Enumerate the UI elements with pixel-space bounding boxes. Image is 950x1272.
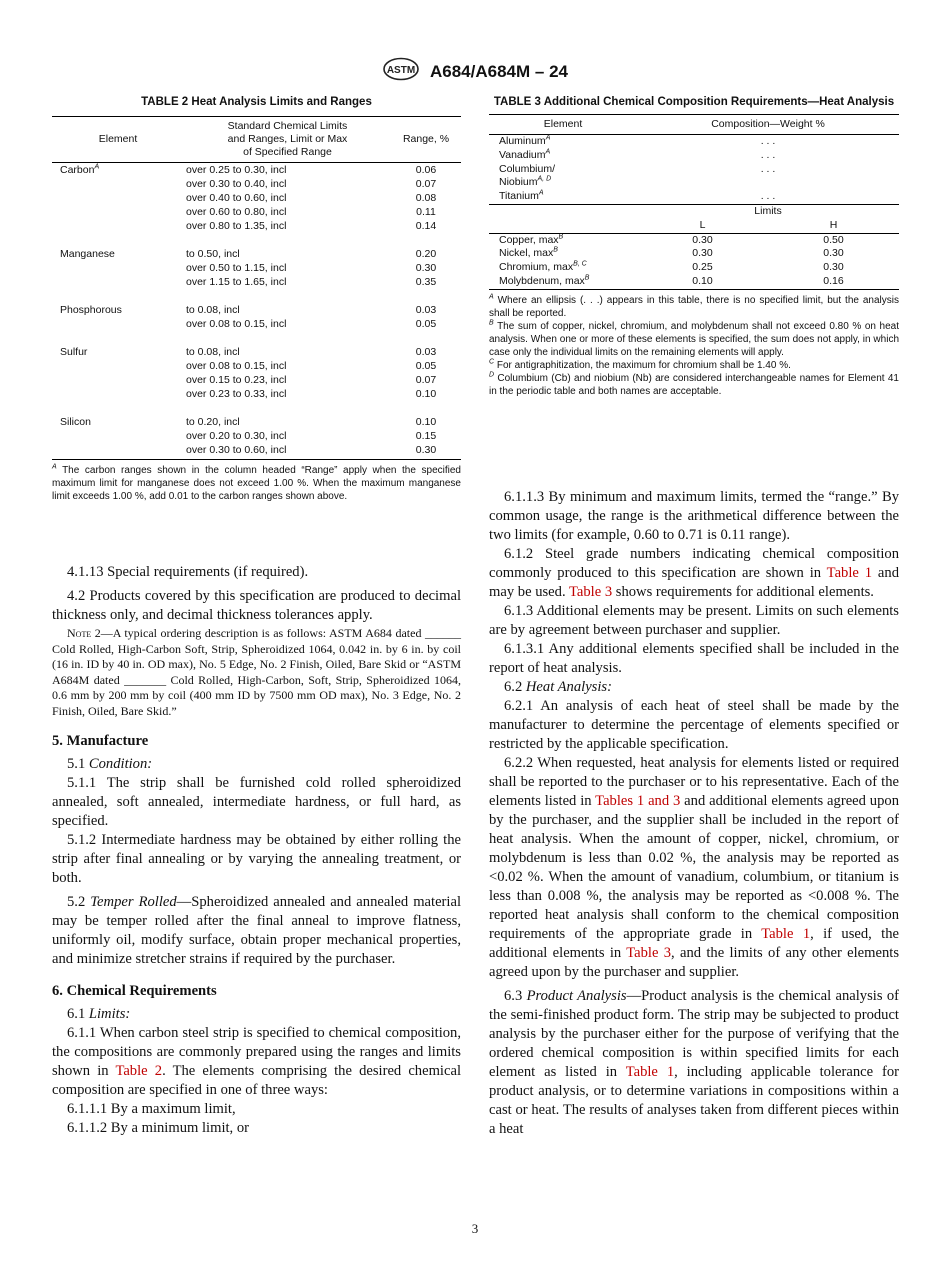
t3-value-cell: . . . [760, 162, 776, 175]
t2-range-cell: 0.07 [415, 178, 437, 190]
t3-value-cell [637, 176, 899, 190]
t3-element-cell: Aluminum$^A$ [499, 134, 551, 147]
t3-element-cell: Copper, $\max^B$ [499, 233, 564, 246]
link-table-1[interactable]: Table 1 [625, 1064, 675, 1080]
para-6-3: 6.3 Product Analysis—Product analysis is the chemical analysis of the semi-finished product form. The strip may be subjected to product analysis by the purchaser either for the purpose of verifying that the ordered chemical composition is within specified limits for each element as listed in Table 1, including applicable tolerance for product analysis, or to determine variations in compositions within a cast or heat. The results of analyses taken from different pieces within a heat [489, 988, 899, 1137]
table-row [52, 205, 461, 219]
table-row [52, 373, 461, 387]
t2-limit-cell: to 0.20, incl [186, 416, 240, 428]
table-3-footnote: $^C$ For antigraphitization, the maximum for chromium shall be 1.40 %. [489, 358, 791, 371]
table-3-footnotes [489, 294, 899, 398]
t3-l-cell: 0.25 [692, 261, 713, 274]
table-2-caption: TABLE 2 Heat Analysis Limits and Ranges [141, 96, 372, 108]
para-5-1-1: 5.1.1 The strip shall be furnished cold rolled spheroidized annealed, soft annealed, intermediate hardness, or full hard, as specified. [52, 775, 461, 829]
t2-limit-cell: over 0.15 to 0.23, incl [186, 374, 287, 386]
left-column-text [52, 563, 461, 1138]
t3-element-cell: Molybdenum, $\max^B$ [489, 275, 637, 289]
link-table-3[interactable]: Table 3 [626, 945, 672, 961]
t2-range-cell: 0.14 [415, 220, 437, 232]
t2-group-gap [52, 233, 461, 247]
t2-range-cell: 0.30 [391, 443, 461, 460]
page-number: 3 [471, 1221, 479, 1236]
t3-element-cell: Titanium$^A$ [499, 189, 544, 203]
t2-element-cell: Sulfur [60, 346, 88, 358]
t2-group-gap [52, 401, 461, 415]
t3-l-cell: 0.30 [692, 247, 713, 260]
t2-group-gap [52, 289, 461, 303]
t2-element-cell: Phosphorous [60, 304, 122, 316]
t3-limits-label: Limits [637, 204, 899, 218]
table-row [52, 177, 461, 191]
para-6-1: 6.1 Limits: [67, 1006, 131, 1022]
t2-group-gap [52, 331, 461, 345]
t2-col-limits: Standard Chemical Limits and Ranges, Limit or Max of Specified Range [184, 117, 391, 163]
t3-value-cell: . . . [760, 148, 776, 161]
table-2-body [52, 163, 461, 460]
t2-limit-cell: over 0.40 to 0.60, incl [186, 192, 287, 204]
t2-limit-cell: to 0.50, incl [186, 248, 240, 260]
t2-limit-cell: over 0.60 to 0.80, incl [186, 206, 287, 218]
table-row [489, 261, 899, 275]
t2-element-cell: Carbon$^A$ [60, 163, 100, 176]
table-row [489, 247, 899, 261]
t3-l-cell: 0.10 [637, 275, 768, 289]
t2-element-cell [52, 317, 184, 331]
t3-element-cell: Chromium, $\max^{B, C}$ [499, 260, 587, 274]
table-3-body-ellipsis [489, 135, 899, 205]
para-6-1-1-3: 6.1.1.3 By minimum and maximum limits, termed the “range.” By common usage, the range is the arithmetical difference between the two limits (for example, 0.60 to 0.71 is 0.11 range). [489, 489, 899, 543]
t2-col-range: Range, % [391, 117, 461, 163]
t3-value-cell: . . . [760, 135, 776, 147]
astm-logo-icon [382, 57, 420, 86]
table-3 [489, 95, 899, 398]
section-6-heading: 6. Chemical Requirements [52, 983, 217, 999]
t3-element-cell: Columbium/ [499, 162, 556, 175]
t2-range-cell: 0.05 [415, 318, 437, 330]
para-6-2-1: 6.2.1 An analysis of each heat of steel shall be made by the manufacturer to determine the percentage of elements specified or restricted by the applicable specification. [489, 698, 899, 752]
t2-limit-cell: over 0.30 to 0.40, incl [186, 178, 287, 190]
link-table-1[interactable]: Table 1 [826, 565, 873, 581]
table-row [52, 429, 461, 443]
section-5-heading: 5. Manufacture [52, 733, 149, 749]
link-tables-1-and-3[interactable]: Tables 1 and 3 [595, 793, 681, 809]
table-3-grid [489, 114, 899, 290]
note-2: Note 2—A typical ordering description is as follows: ASTM A684 dated ______ Cold Rolled, High-Carbon Soft, Strip, Spheroidized 1064, 0.042 in. by 6 in. by coil (16 in. ID by 40 in. OD max), No. 5 Edge, No. 2 Finish, Oiled, Bare Skid or “ASTM A684M dated _______ Cold Rolled, High-Carbon, Soft, Strip, Spheroidized 1064, 0.6 mm by 200 mm by coil (400 mm ID by 7500 mm OD max), No. 3 Edge, No. 2 Finish, Oiled, Bare Skid.” [52, 626, 461, 718]
t2-range-cell: 0.03 [415, 346, 437, 358]
table-3-caption: TABLE 3 Additional Chemical Composition Requirements—Heat Analysis [493, 96, 895, 108]
table-row [52, 443, 461, 460]
table-row [52, 247, 461, 261]
t2-element-cell [52, 429, 184, 443]
t2-element-cell [52, 443, 184, 460]
t3-element-cell: Vanadium$^A$ [499, 148, 551, 161]
t2-range-cell: 0.06 [415, 164, 437, 176]
t2-element-cell [52, 359, 184, 373]
table-row [52, 261, 461, 275]
para-4-2: 4.2 Products covered by this specification are produced to decimal thickness only, and decimal thickness tolerances apply. [52, 588, 461, 623]
t2-range-cell: 0.07 [415, 374, 437, 386]
para-5-2: 5.2 Temper Rolled—Spheroidized annealed and annealed material may be temper rolled after the final anneal to improve flatness, uniformly oil, modify surface, obtain proper mechanical properties, and minimize stretcher strains if required by the purchaser. [52, 894, 462, 967]
table-row [489, 275, 899, 289]
t3-h-cell: 0.30 [823, 261, 844, 274]
table-row [52, 163, 461, 178]
t3-col-h: H [768, 219, 899, 233]
t2-limit-cell: over 0.08 to 0.15, incl [186, 360, 287, 372]
para-5-1-2: 5.1.2 Intermediate hardness may be obtained by either rolling the strip after final annealing or by varying the annealing treatment, or both. [52, 832, 461, 886]
t2-limit-cell: over 0.08 to 0.15, incl [186, 318, 287, 330]
t2-element-cell: Manganese [60, 248, 115, 260]
table-row [489, 163, 899, 177]
table-row [52, 359, 461, 373]
svg-text:ASTM: ASTM [386, 65, 416, 76]
table-3-footnote: $^B$ The sum of copper, nickel, chromium, and molybdenum shall not exceed 0.80 % on heat analysis. When one or more of these elements is specified, the sum does not apply, in which case only the individual limits on the remaining elements will apply. [489, 319, 899, 358]
t3-col-composition: Composition—Weight % [637, 115, 899, 135]
table-row [489, 176, 899, 190]
para-6-1-3: 6.1.3 Additional elements may be present. Limits on such elements are by agreement between purchaser and supplier. [489, 603, 899, 638]
t2-element-cell [52, 205, 184, 219]
link-table-2[interactable]: Table 2 [115, 1063, 163, 1079]
table-2 [52, 95, 461, 503]
t2-element-cell [52, 275, 184, 289]
document-designation: A684/A684M – 24 [430, 61, 568, 81]
t2-col-element: Element [52, 117, 184, 163]
t2-range-cell: 0.08 [415, 192, 437, 204]
t3-col-l: L [637, 219, 768, 233]
table-2-grid [52, 116, 461, 460]
t2-limit-cell: over 0.80 to 1.35, incl [186, 220, 287, 232]
t3-h-cell: 0.16 [768, 275, 899, 289]
para-6-2: 6.2 Heat Analysis: [504, 679, 612, 695]
table-row [52, 345, 461, 359]
t2-range-cell: 0.11 [416, 206, 436, 218]
para-6-1-3-1: 6.1.3.1 Any additional elements specified shall be included in the report of heat analysis. [489, 641, 899, 676]
table-row [52, 191, 461, 205]
link-table-3[interactable]: Table 3 [568, 584, 613, 600]
t2-limit-cell: over 0.25 to 0.30, incl [186, 164, 287, 176]
t3-value-cell: . . . [760, 190, 776, 203]
t2-limit-cell: over 1.15 to 1.65, incl [186, 276, 287, 288]
table-row [489, 149, 899, 163]
para-5-1: 5.1 Condition: [67, 756, 153, 772]
table-2-footnote: $^A$ The carbon ranges shown in the column headed “Range” apply when the specified maximum limit for manganese does not exceed 1.00 %. When the maximum manganese limit exceeds 1.00 %, add 0.01 to the carbon ranges shown above. [52, 463, 461, 502]
para-6-1-1: 6.1.1 When carbon steel strip is specified to chemical composition, the compositions are commonly prepared using the ranges and limits shown in Table 2. The elements comprising the desired chemical composition are specified in one of three ways: [52, 1025, 462, 1098]
t2-range-cell: 0.20 [415, 248, 437, 260]
t3-h-cell: 0.50 [823, 233, 844, 246]
table-row [489, 135, 899, 149]
page-header [0, 57, 950, 86]
t2-limit-cell: over 0.20 to 0.30, incl [186, 430, 287, 442]
t2-limit-cell: over 0.50 to 1.15, incl [186, 262, 287, 274]
t2-range-cell: 0.30 [415, 262, 437, 274]
para-6-2-2: 6.2.2 When requested, heat analysis for elements listed or required shall be reported to the purchaser or to his representative. Each of the elements listed in Tables 1 and 3 and additional elements agreed upon by the purchaser, and the supplier shall be included in the report of heat analysis. When the amount of copper, nickel, chromium, or molybdenum is less than 0.02 %, the analysis may be reported as <0.02 %. When the amount of vanadium, columbium, or titanium is less than 0.008 %, the analysis may be reported as <0.008 %. The reported heat analysis shall conform to the chemical composition requirements of the appropriate grade in Table 1, if used, the additional elements in Table 3, and the limits of any other elements agreed upon by the purchaser and supplier. [489, 755, 900, 980]
table-row [489, 190, 899, 204]
table-row [52, 415, 461, 429]
t3-h-cell: 0.30 [823, 247, 844, 260]
t2-limit-cell: over 0.23 to 0.33, incl [186, 388, 287, 400]
t2-element-cell [52, 191, 184, 205]
table-row [52, 275, 461, 289]
table-3-body-limits [489, 233, 899, 289]
t3-element-cell: Nickel, $\max^B$ [499, 246, 558, 260]
t2-range-cell: 0.05 [415, 360, 437, 372]
t2-element-cell [52, 261, 184, 275]
t2-limit-cell: over 0.30 to 0.60, incl [184, 443, 391, 460]
para-6-1-2: 6.1.2 Steel grade numbers indicating chemical composition commonly produced to this specification are shown in Table 1 and may be used. Table 3 shows requirements for additional elements. [489, 546, 899, 600]
right-column-text [489, 488, 899, 1139]
t2-range-cell: 0.10 [415, 388, 437, 400]
t2-limit-cell: to 0.08, incl [186, 346, 240, 358]
table-row [52, 387, 461, 401]
t2-element-cell [52, 387, 184, 401]
table-row [52, 317, 461, 331]
table-3-footnote: $^D$ Columbium (Cb) and niobium (Nb) are considered interchangeable names for Element 41 in the periodic table and both names are acceptable. [489, 371, 899, 397]
t2-range-cell: 0.03 [415, 304, 437, 316]
para-4-1-13: 4.1.13 Special requirements (if required). [67, 564, 309, 580]
table-3-footnote: $^A$ Where an ellipsis (. . .) appears in this table, there is no specified limit, but the analysis shall be reported. [489, 293, 899, 319]
t2-range-cell: 0.15 [415, 430, 437, 442]
t2-limit-cell: to 0.08, incl [186, 304, 240, 316]
para-6-1-1-2: 6.1.1.2 By a minimum limit, or [67, 1120, 250, 1136]
para-6-1-1-1: 6.1.1.1 By a maximum limit, [67, 1101, 236, 1117]
t2-range-cell: 0.35 [415, 276, 437, 288]
table-row [52, 303, 461, 317]
t2-element-cell: Silicon [60, 416, 91, 428]
t3-col-element: Element [489, 115, 637, 135]
t3-element-cell: Niobium$^{A, D}$ [499, 175, 552, 189]
t2-element-cell [52, 373, 184, 387]
table-row [489, 233, 899, 247]
t3-l-cell: 0.30 [692, 233, 713, 246]
t2-range-cell: 0.10 [415, 416, 437, 428]
t2-element-cell [52, 177, 184, 191]
t2-element-cell [52, 219, 184, 233]
table-row [52, 219, 461, 233]
link-table-1[interactable]: Table 1 [761, 926, 811, 942]
